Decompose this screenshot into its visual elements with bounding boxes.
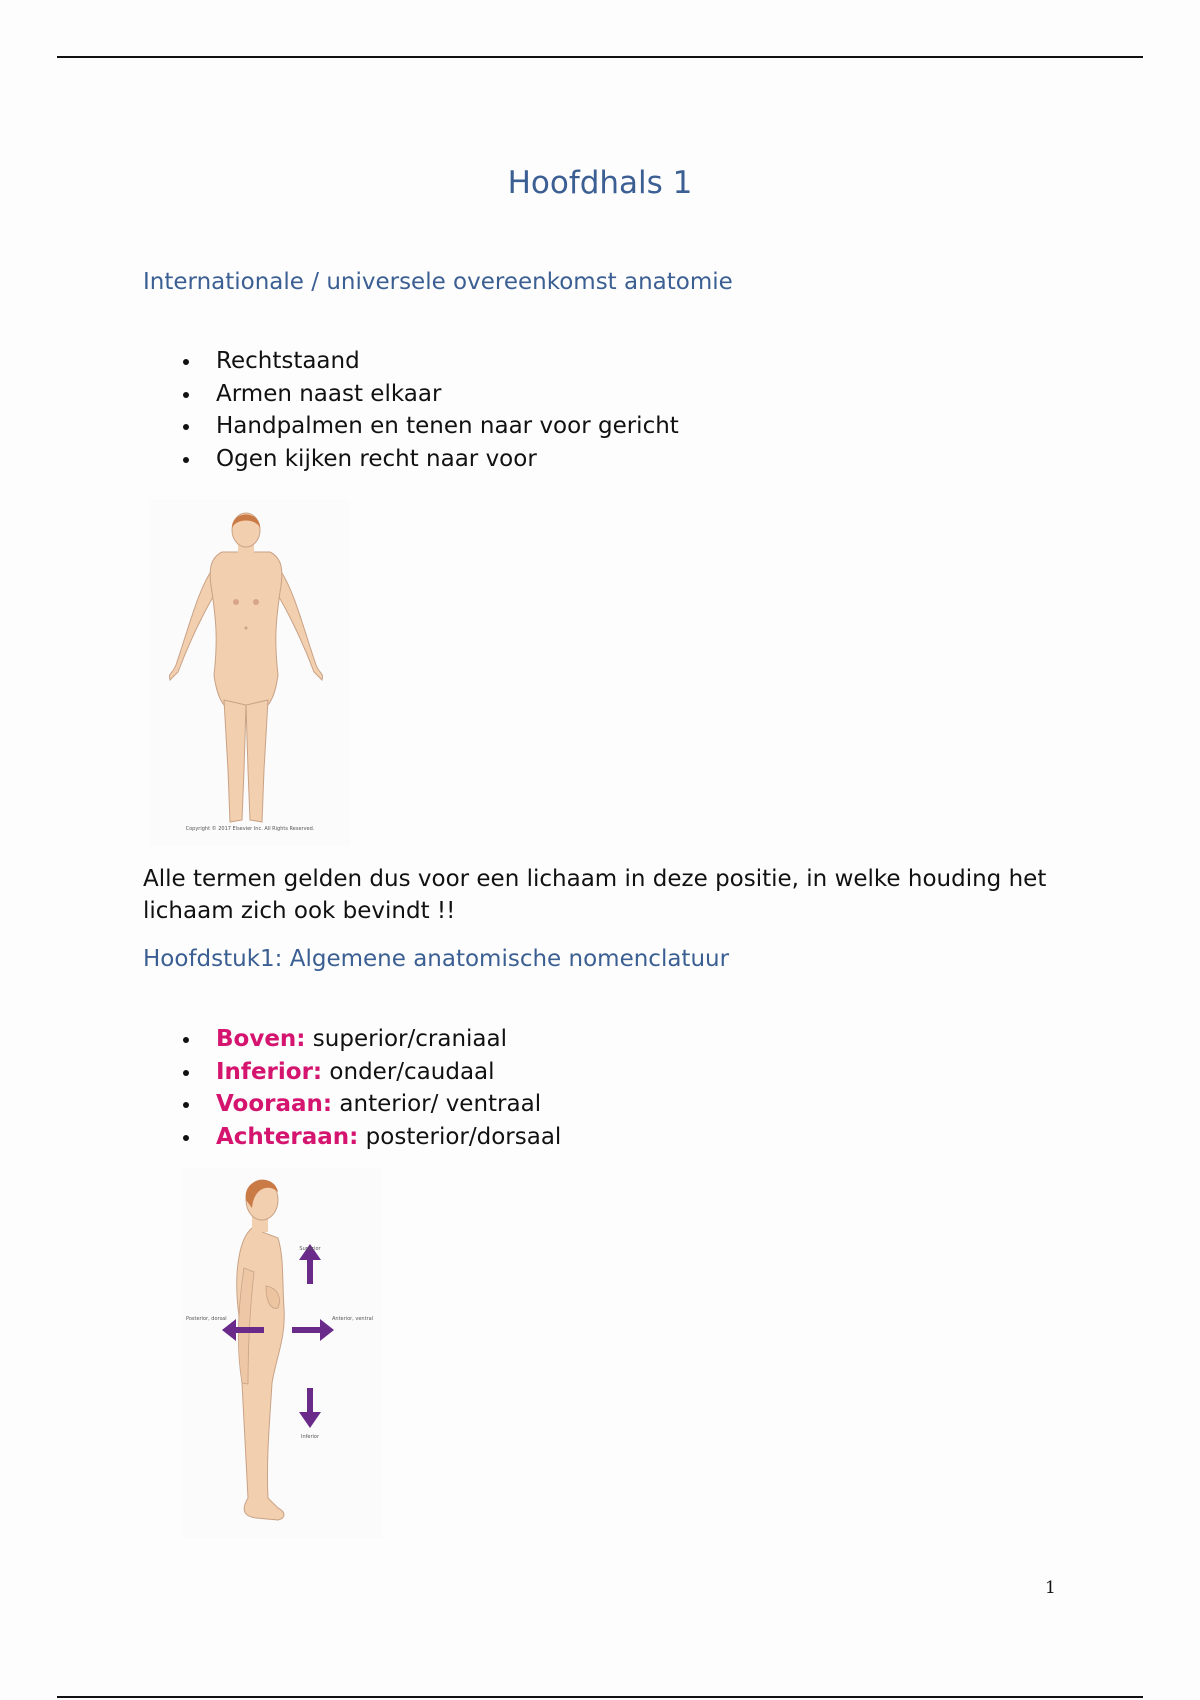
list-item-superior — [178, 1023, 561, 1056]
footer-rule — [57, 1696, 1143, 1698]
header-rule — [57, 56, 1143, 58]
term-definition: anterior/ ventraal — [332, 1091, 542, 1117]
list-item-posterior — [178, 1121, 561, 1154]
page-title: Hoofdhals 1 — [507, 165, 693, 201]
list-item: Handpalmen en tenen naar voor gericht — [178, 410, 679, 443]
figure-copyright: Copyright © 2017 Elsevier Inc. All Rights Reserved. — [185, 826, 315, 832]
label-posterior: Posterior, dorsal — [186, 1316, 227, 1322]
direction-terms-list — [178, 1023, 561, 1153]
body-paragraph: Alle termen gelden dus voor een lichaam in deze positie, in welke houding het lichaam zich ook bevindt !! — [143, 866, 1047, 924]
anatomical-position-list — [178, 345, 679, 475]
label-inferior: Inferior — [300, 1434, 320, 1440]
term-definition: posterior/dorsaal — [358, 1123, 562, 1150]
section-heading-anatomy-convention: Internationale / universele overeenkomst anatomie — [143, 269, 733, 295]
term-label: Achteraan: — [216, 1123, 359, 1150]
list-item: Armen naast elkaar — [178, 378, 679, 411]
label-anterior: Anterior, ventral — [332, 1316, 374, 1322]
list-item: Ogen kijken recht naar voor — [178, 443, 679, 476]
term-label: Vooraan: — [216, 1091, 333, 1117]
direction-terms-figure — [182, 1168, 382, 1538]
term-label: Boven: — [216, 1026, 306, 1052]
list-item-anterior — [178, 1088, 561, 1121]
page-number: 1 — [1045, 1578, 1056, 1598]
list-item: Rechtstaand — [178, 345, 679, 378]
label-superior: Superior — [299, 1246, 321, 1252]
term-definition: onder/caudaal — [322, 1058, 495, 1085]
section-heading-nomenclature: Hoofdstuk1: Algemene anatomische nomenclatuur — [143, 946, 730, 972]
term-label: Inferior: — [216, 1058, 323, 1085]
term-definition: superior/craniaal — [305, 1026, 507, 1052]
list-item-inferior — [178, 1056, 561, 1089]
anatomical-position-figure — [150, 500, 350, 845]
